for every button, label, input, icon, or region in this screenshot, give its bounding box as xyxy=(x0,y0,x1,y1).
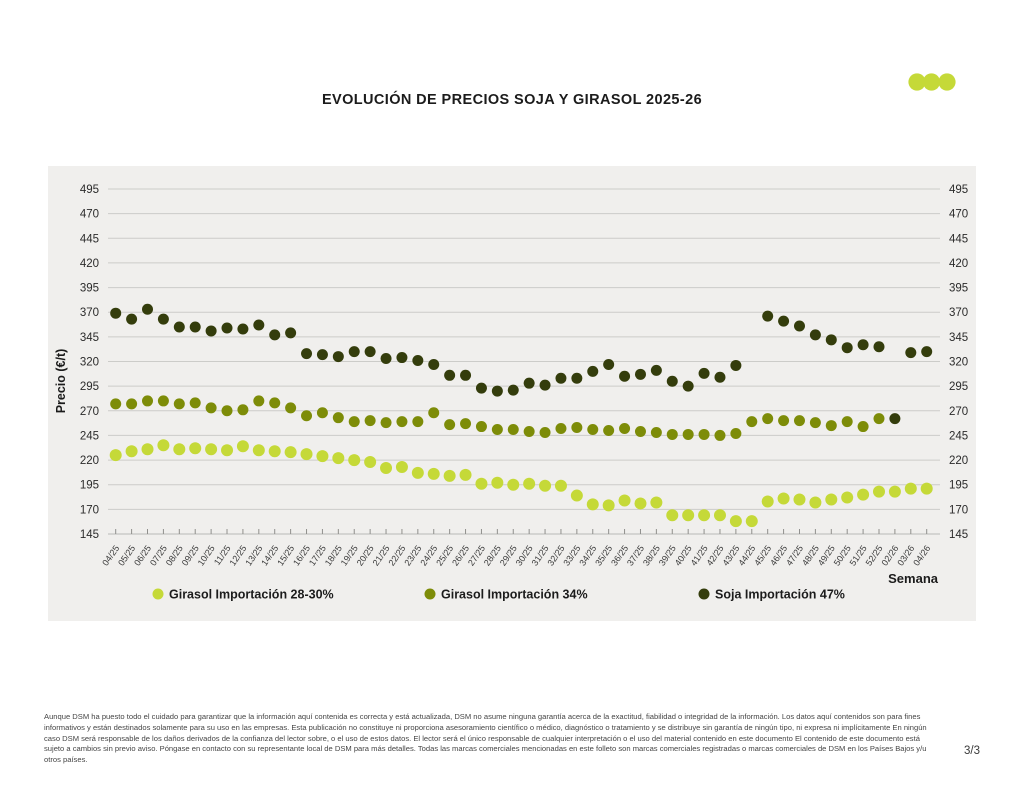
x-tick-label: 33/25 xyxy=(561,543,583,568)
y-tick-label-left: 220 xyxy=(79,455,99,468)
data-point-series-1 xyxy=(810,417,821,428)
y-tick-label-right: 220 xyxy=(949,455,969,468)
data-point-series-0 xyxy=(491,477,503,489)
data-point-series-0 xyxy=(555,480,567,492)
data-point-series-2 xyxy=(540,380,551,391)
data-point-series-0 xyxy=(873,486,885,498)
x-tick-label: 37/25 xyxy=(624,543,647,568)
data-point-series-2 xyxy=(428,359,439,370)
data-point-series-1 xyxy=(126,398,137,409)
data-point-series-1 xyxy=(381,417,392,428)
data-point-series-1 xyxy=(603,425,614,436)
data-point-series-0 xyxy=(428,468,440,480)
data-point-series-1 xyxy=(794,415,805,426)
x-tick-label: 48/25 xyxy=(799,543,822,568)
x-tick-label: 11/25 xyxy=(211,543,233,568)
x-tick-label: 26/25 xyxy=(450,543,472,568)
data-point-series-1 xyxy=(699,429,710,440)
x-axis-title: Semana xyxy=(888,571,938,586)
data-point-series-1 xyxy=(428,407,439,418)
data-point-series-0 xyxy=(380,462,392,474)
data-point-series-0 xyxy=(301,448,313,460)
data-point-series-2 xyxy=(810,329,821,340)
data-point-series-1 xyxy=(746,416,757,427)
data-point-series-1 xyxy=(540,427,551,438)
legend-swatch xyxy=(699,589,710,600)
data-point-series-1 xyxy=(873,413,884,424)
x-tick-label: 07/25 xyxy=(147,543,170,568)
data-point-series-0 xyxy=(348,454,360,466)
logo-dots xyxy=(906,71,960,93)
data-point-series-0 xyxy=(142,443,154,455)
logo-dot xyxy=(923,73,940,90)
data-point-series-2 xyxy=(365,346,376,357)
data-point-series-1 xyxy=(110,398,121,409)
data-point-series-2 xyxy=(842,342,853,353)
x-tick-label: 06/25 xyxy=(132,543,154,568)
x-tick-label: 47/25 xyxy=(784,543,806,568)
x-tick-label: 16/25 xyxy=(291,543,313,568)
data-point-series-2 xyxy=(714,372,725,383)
data-point-series-2 xyxy=(921,346,932,357)
data-point-series-1 xyxy=(492,424,503,435)
data-point-series-2 xyxy=(667,376,678,387)
data-point-series-2 xyxy=(794,321,805,332)
data-point-series-1 xyxy=(619,423,630,434)
data-point-series-1 xyxy=(365,415,376,426)
data-point-series-1 xyxy=(206,402,217,413)
data-point-series-0 xyxy=(603,499,615,511)
data-point-series-1 xyxy=(237,404,248,415)
data-point-series-2 xyxy=(826,334,837,345)
data-point-series-1 xyxy=(253,395,264,406)
data-point-series-0 xyxy=(905,483,917,495)
data-point-series-0 xyxy=(682,509,694,521)
data-point-series-2 xyxy=(858,339,869,350)
data-point-series-1 xyxy=(651,427,662,438)
y-axis-title: Precio (€/t) xyxy=(54,348,68,414)
data-point-series-0 xyxy=(634,497,646,509)
y-tick-label-left: 245 xyxy=(79,430,99,443)
y-tick-label-right: 145 xyxy=(949,529,969,541)
y-tick-label-left: 170 xyxy=(79,504,99,517)
data-point-series-1 xyxy=(635,426,646,437)
data-point-series-0 xyxy=(793,494,805,506)
data-point-series-0 xyxy=(475,478,487,490)
data-point-series-2 xyxy=(381,353,392,364)
data-point-series-2 xyxy=(190,322,201,333)
x-tick-label: 03/26 xyxy=(895,543,917,568)
data-point-series-2 xyxy=(460,370,471,381)
data-point-series-2 xyxy=(237,323,248,334)
x-tick-label: 25/25 xyxy=(434,543,456,568)
x-tick-label: 35/25 xyxy=(593,543,615,568)
x-tick-label: 42/25 xyxy=(704,543,726,568)
data-point-series-1 xyxy=(571,422,582,433)
x-tick-label: 02/26 xyxy=(879,543,901,568)
data-point-series-0 xyxy=(237,440,249,452)
legend-swatch xyxy=(425,589,436,600)
y-tick-label-right: 445 xyxy=(949,233,969,246)
x-tick-label: 28/25 xyxy=(481,543,503,568)
y-tick-label-right: 170 xyxy=(949,504,969,517)
x-tick-label: 27/25 xyxy=(465,543,488,568)
data-point-series-0 xyxy=(809,496,821,508)
data-point-series-1 xyxy=(317,407,328,418)
data-point-series-0 xyxy=(189,442,201,454)
x-tick-label: 21/25 xyxy=(370,543,392,568)
page-number: 3/3 xyxy=(964,745,980,757)
data-point-series-1 xyxy=(142,395,153,406)
data-point-series-2 xyxy=(571,373,582,384)
price-scatter-chart xyxy=(48,166,976,621)
data-point-series-1 xyxy=(842,416,853,427)
x-tick-label: 04/25 xyxy=(100,543,122,568)
data-point-series-2 xyxy=(285,327,296,338)
data-point-series-1 xyxy=(476,421,487,432)
data-point-series-2 xyxy=(492,386,503,397)
data-point-series-2 xyxy=(174,322,185,333)
x-tick-label: 29/25 xyxy=(497,543,519,568)
x-tick-label: 12/25 xyxy=(227,543,249,568)
data-point-series-0 xyxy=(841,492,853,504)
data-point-series-1 xyxy=(190,397,201,408)
data-point-series-2 xyxy=(396,352,407,363)
data-point-series-2 xyxy=(476,383,487,394)
y-tick-label-right: 420 xyxy=(949,257,969,270)
data-point-series-0 xyxy=(698,509,710,521)
y-tick-label-right: 320 xyxy=(949,356,969,369)
chart-panel xyxy=(48,166,976,621)
data-point-series-0 xyxy=(730,515,742,527)
data-point-series-0 xyxy=(762,495,774,507)
data-point-series-1 xyxy=(301,410,312,421)
x-tick-label: 09/25 xyxy=(179,543,201,568)
data-point-series-2 xyxy=(110,308,121,319)
x-tick-label: 52/25 xyxy=(863,543,885,568)
data-point-series-1 xyxy=(222,405,233,416)
y-tick-label-right: 345 xyxy=(949,331,969,344)
legend-swatch xyxy=(153,589,164,600)
y-tick-label-right: 270 xyxy=(949,405,969,418)
data-point-series-1 xyxy=(158,395,169,406)
data-point-series-0 xyxy=(173,443,185,455)
data-point-series-2 xyxy=(555,373,566,384)
data-point-series-1 xyxy=(714,430,725,441)
disclaimer-text: Aunque DSM ha puesto todo el cuidado para garantizar que la información aquí contenida es correcta y está actualizada, DSM no asume ninguna garantía acerca de la exactitud, fiabilidad o integridad de la información. Los datos aquí contenidos son para fines informativos y están destinados solamente para su uso en las empresas. Esta publicación no constituye ni proporciona asesoramiento científico o médico, diagnóstico o tratamiento y se distribuye sin garantía de ningún tipo, ni expresa ni implícitamente En ningún caso DSM será responsable de los daños derivados de la confianza del lector sobre, o el uso de estos datos. El lector será el único responsable de cualquier interpretación o el uso del material contenido en este documento El contenido de este documento está sujeto a cambios sin previo aviso. Póngase en contacto con su representante local de DSM para más detalles. Todas las marcas comerciales mencionadas en este folleto son marcas comerciales registradas o marcas comerciales de DSM en los Países Bajos y/u otros países. xyxy=(44,712,927,765)
x-tick-label: 50/25 xyxy=(831,543,853,568)
data-point-series-2 xyxy=(587,366,598,377)
x-tick-label: 15/25 xyxy=(275,543,297,568)
y-tick-label-left: 345 xyxy=(79,331,99,344)
x-tick-label: 19/25 xyxy=(338,543,360,568)
data-point-series-2 xyxy=(222,322,233,333)
data-point-series-0 xyxy=(460,469,472,481)
x-tick-label: 30/25 xyxy=(513,543,535,568)
x-tick-label: 49/25 xyxy=(815,543,837,568)
x-tick-label: 24/25 xyxy=(418,543,440,568)
data-point-series-2 xyxy=(412,355,423,366)
x-tick-label: 39/25 xyxy=(656,543,678,568)
data-point-series-2 xyxy=(619,371,630,382)
data-point-series-0 xyxy=(746,515,758,527)
legend-label: Soja Importación 47% xyxy=(715,587,845,602)
data-point-series-2 xyxy=(206,325,217,336)
x-tick-label: 41/25 xyxy=(688,543,710,568)
data-point-series-2 xyxy=(269,329,280,340)
data-point-series-0 xyxy=(666,509,678,521)
data-point-series-2 xyxy=(683,381,694,392)
y-tick-label-left: 270 xyxy=(79,405,99,418)
data-point-series-2 xyxy=(873,341,884,352)
data-point-series-1 xyxy=(555,423,566,434)
x-tick-label: 20/25 xyxy=(354,543,376,568)
data-point-series-0 xyxy=(857,489,869,501)
data-point-series-1 xyxy=(285,402,296,413)
data-point-series-0 xyxy=(396,461,408,473)
y-tick-label-left: 495 xyxy=(79,184,99,196)
data-point-series-0 xyxy=(412,467,424,479)
data-point-series-1 xyxy=(762,413,773,424)
x-tick-label: 17/25 xyxy=(306,543,329,568)
data-point-series-1 xyxy=(333,412,344,423)
data-point-series-1 xyxy=(778,415,789,426)
x-tick-label: 14/25 xyxy=(259,543,281,568)
y-tick-label-left: 395 xyxy=(79,282,99,295)
x-tick-label: 31/25 xyxy=(529,543,551,568)
data-point-series-1 xyxy=(460,418,471,429)
y-tick-label-right: 395 xyxy=(949,282,969,295)
data-point-series-1 xyxy=(826,420,837,431)
y-tick-label-left: 320 xyxy=(79,356,99,369)
x-tick-label: 05/25 xyxy=(116,543,138,568)
data-point-series-0 xyxy=(587,498,599,510)
data-point-series-1 xyxy=(412,416,423,427)
data-point-series-1 xyxy=(508,424,519,435)
y-tick-label-left: 470 xyxy=(79,208,99,221)
x-tick-label: 36/25 xyxy=(609,543,631,568)
x-tick-label: 08/25 xyxy=(163,543,185,568)
data-point-series-2 xyxy=(603,359,614,370)
data-point-series-0 xyxy=(110,449,122,461)
data-point-series-0 xyxy=(269,445,281,457)
data-point-series-2 xyxy=(142,304,153,315)
data-point-series-0 xyxy=(714,509,726,521)
data-point-series-2 xyxy=(317,349,328,360)
data-point-series-1 xyxy=(667,429,678,440)
data-point-series-2 xyxy=(651,365,662,376)
data-point-series-2 xyxy=(158,314,169,325)
y-tick-label-left: 445 xyxy=(79,233,99,246)
x-tick-label: 51/25 xyxy=(847,543,869,568)
y-tick-label-left: 195 xyxy=(79,479,99,492)
data-point-series-2 xyxy=(635,369,646,380)
data-point-series-1 xyxy=(587,424,598,435)
y-tick-label-right: 370 xyxy=(949,307,969,320)
data-point-series-2 xyxy=(253,320,264,331)
data-point-series-2 xyxy=(762,311,773,322)
data-point-series-2 xyxy=(508,385,519,396)
data-point-series-0 xyxy=(316,450,328,462)
data-point-series-0 xyxy=(523,478,535,490)
data-point-series-2 xyxy=(889,413,900,424)
data-point-series-0 xyxy=(444,470,456,482)
data-point-series-0 xyxy=(221,444,233,456)
data-point-series-1 xyxy=(858,421,869,432)
x-tick-label: 43/25 xyxy=(720,543,742,568)
data-point-series-2 xyxy=(349,346,360,357)
x-tick-label: 22/25 xyxy=(386,543,408,568)
data-point-series-1 xyxy=(174,398,185,409)
x-tick-label: 13/25 xyxy=(243,543,265,568)
y-tick-label-right: 470 xyxy=(949,208,969,221)
data-point-series-1 xyxy=(524,426,535,437)
data-point-series-0 xyxy=(126,445,138,457)
data-point-series-0 xyxy=(364,456,376,468)
data-point-series-1 xyxy=(396,416,407,427)
data-point-series-0 xyxy=(650,496,662,508)
x-tick-label: 04/26 xyxy=(911,543,933,568)
y-tick-label-right: 245 xyxy=(949,430,969,443)
x-tick-label: 18/25 xyxy=(322,543,344,568)
x-tick-label: 32/25 xyxy=(545,543,567,568)
legend-label: Girasol Importación 28-30% xyxy=(169,587,334,602)
data-point-series-0 xyxy=(889,486,901,498)
data-point-series-0 xyxy=(539,480,551,492)
x-tick-label: 23/25 xyxy=(402,543,424,568)
data-point-series-0 xyxy=(571,490,583,502)
data-point-series-0 xyxy=(507,479,519,491)
y-tick-label-left: 420 xyxy=(79,257,99,270)
data-point-series-0 xyxy=(285,446,297,458)
data-point-series-1 xyxy=(730,428,741,439)
data-point-series-2 xyxy=(444,370,455,381)
data-point-series-0 xyxy=(921,483,933,495)
data-point-series-2 xyxy=(126,314,137,325)
y-tick-label-left: 145 xyxy=(79,529,99,541)
data-point-series-2 xyxy=(699,368,710,379)
y-tick-label-right: 295 xyxy=(949,381,969,394)
y-tick-label-right: 495 xyxy=(949,184,969,196)
x-tick-label: 40/25 xyxy=(672,543,694,568)
data-point-series-1 xyxy=(683,429,694,440)
legend-label: Girasol Importación 34% xyxy=(441,587,588,602)
data-point-series-0 xyxy=(619,494,631,506)
data-point-series-1 xyxy=(269,397,280,408)
data-point-series-0 xyxy=(205,443,217,455)
page-title: EVOLUCIÓN DE PRECIOS SOJA Y GIRASOL 2025-26 xyxy=(321,92,703,108)
x-tick-label: 38/25 xyxy=(640,543,663,568)
data-point-series-2 xyxy=(730,360,741,371)
data-point-series-0 xyxy=(157,439,169,451)
data-point-series-2 xyxy=(905,347,916,358)
data-point-series-2 xyxy=(333,351,344,362)
x-tick-label: 44/25 xyxy=(736,543,758,568)
x-tick-label: 46/25 xyxy=(768,543,790,568)
y-tick-label-right: 195 xyxy=(949,479,969,492)
x-tick-label: 10/25 xyxy=(195,543,217,568)
y-tick-label-left: 370 xyxy=(79,307,99,320)
data-point-series-2 xyxy=(778,316,789,327)
x-tick-label: 45/25 xyxy=(752,543,774,568)
data-point-series-2 xyxy=(301,348,312,359)
y-tick-label-left: 295 xyxy=(79,381,99,394)
data-point-series-0 xyxy=(778,493,790,505)
data-point-series-1 xyxy=(444,419,455,430)
data-point-series-0 xyxy=(825,494,837,506)
data-point-series-0 xyxy=(253,444,265,456)
data-point-series-1 xyxy=(349,416,360,427)
data-point-series-0 xyxy=(332,452,344,464)
x-tick-label: 34/25 xyxy=(577,543,599,568)
data-point-series-2 xyxy=(524,378,535,389)
logo-dot xyxy=(938,73,955,90)
